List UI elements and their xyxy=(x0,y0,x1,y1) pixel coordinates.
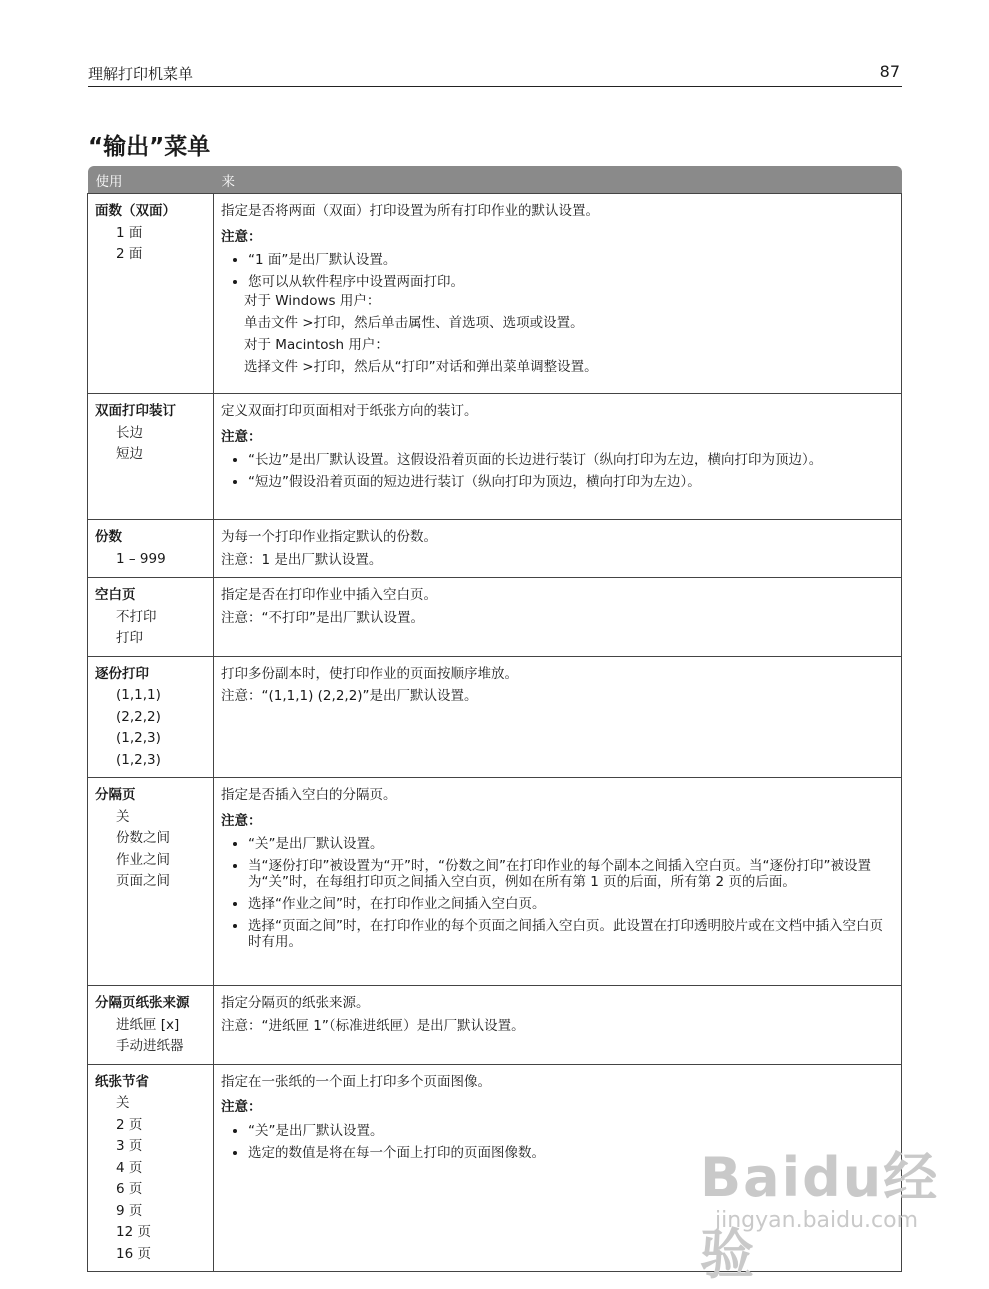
option-item: 4 页 xyxy=(116,1159,143,1176)
setting-name: 面数（双面） xyxy=(95,203,176,219)
description: 打印多份副本时，使打印作业的页面按顺序堆放。 xyxy=(221,665,518,682)
setting-cell xyxy=(88,194,214,394)
description-cell xyxy=(214,778,902,986)
note-line: 注意：“进纸匣 1”（标准进纸匣）是出厂默认设置。 xyxy=(221,1017,525,1034)
setting-name: 分隔页纸张来源 xyxy=(95,995,190,1011)
option-item: 6 页 xyxy=(116,1181,143,1197)
option-item: 关 xyxy=(116,808,130,825)
option-item: 打印 xyxy=(116,630,143,646)
option-item: 2 面 xyxy=(116,246,143,262)
option-item: 页面之间 xyxy=(116,873,170,889)
setting-cell xyxy=(88,656,214,778)
sub-line: 单击文件 >打印，然后单击属性、首选项、选项或设置。 xyxy=(244,315,584,331)
list-item: • “关”是出厂默认设置。 xyxy=(248,836,895,852)
setting-name: 纸张节省 xyxy=(95,1073,149,1090)
option-item: 短边 xyxy=(116,446,143,462)
option-item: 9 页 xyxy=(116,1202,143,1219)
table-header-row xyxy=(88,166,902,194)
list-item: • “1 面”是出厂默认设置。 xyxy=(248,252,895,268)
setting-cell xyxy=(88,1064,214,1272)
description-cell xyxy=(214,520,902,578)
description-cell xyxy=(214,194,902,394)
note-label: 注意： xyxy=(221,428,262,445)
option-item: (1,1,1) (2,2,2) xyxy=(116,687,161,725)
setting-name: 份数 xyxy=(95,529,122,545)
option-item: 手动进纸器 xyxy=(116,1038,184,1054)
option-item: 3 页 xyxy=(116,1138,143,1154)
watermark-brand: Baidu经验 xyxy=(700,1146,940,1286)
option-item: 1 – 999 xyxy=(116,550,166,567)
description-cell xyxy=(214,656,902,778)
list-item: • “关”是出厂默认设置。 xyxy=(248,1123,895,1139)
note-list xyxy=(221,452,895,490)
column-header-to: 来 xyxy=(214,166,902,194)
option-item: 进纸匣 [x] xyxy=(116,1016,180,1033)
setting-cell xyxy=(88,578,214,657)
setting-name: 双面打印装订 xyxy=(95,403,176,419)
setting-cell xyxy=(88,778,214,986)
option-item: 2 页 xyxy=(116,1116,143,1133)
page-title: “输出”菜单 xyxy=(88,134,211,160)
table-row xyxy=(88,578,902,657)
watermark-url: jingyan.baidu.com xyxy=(715,1208,919,1233)
table-row xyxy=(88,656,902,778)
list-item: • 当“逐份打印”被设置为“开”时，“份数之间”在打印作业的每个副本之间插入空白页。当“逐份打印”被设置为“关”时，在每组打印页之间插入空白页，例如在所有第 1 页的后面，所有第 2 页的后面。 xyxy=(248,858,895,890)
note-label: 注意： xyxy=(221,1099,262,1115)
section-title: 理解打印机菜单 xyxy=(88,65,194,83)
table-row xyxy=(88,194,902,394)
table-row xyxy=(88,394,902,520)
note-label: 注意： xyxy=(221,812,262,829)
list-item: • 选择“页面之间”时，在打印作业的每个页面之间插入空白页。此设置在打印透明胶片或在文档中插入空白页时有用。 xyxy=(248,918,895,950)
sub-line: 选择文件 >打印，然后从“打印”对话和弹出菜单调整设置。 xyxy=(244,359,598,375)
description: 为每一个打印作业指定默认的份数。 xyxy=(221,529,437,545)
sub-line: 对于 Windows 用户： xyxy=(244,293,381,309)
description: 定义双面打印页面相对于纸张方向的装订。 xyxy=(221,403,478,419)
note-list xyxy=(221,252,895,290)
option-item: 份数之间 xyxy=(116,830,170,846)
note-list xyxy=(221,836,895,950)
option-item: 不打印 xyxy=(116,608,157,625)
setting-name: 空白页 xyxy=(95,587,136,603)
list-item: • “短边”假设沿着页面的短边进行装订（纵向打印为顶边，横向打印为左边）。 xyxy=(248,474,895,490)
option-item: 关 xyxy=(116,1095,130,1111)
note-line: 注意：“(1,1,1) (2,2,2)”是出厂默认设置。 xyxy=(221,688,478,704)
option-item: (1,2,3) (1,2,3) xyxy=(116,730,161,768)
option-item: 12 页 xyxy=(116,1224,151,1240)
note-line: 注意：“不打印”是出厂默认设置。 xyxy=(221,609,424,626)
description-cell xyxy=(214,986,902,1065)
table-row xyxy=(88,520,902,578)
table-row xyxy=(88,778,902,986)
option-item: 1 面 xyxy=(116,224,143,241)
description-cell xyxy=(214,394,902,520)
page-number: 87 xyxy=(879,62,900,81)
setting-cell xyxy=(88,394,214,520)
page-header xyxy=(88,62,902,87)
description: 指定是否在打印作业中插入空白页。 xyxy=(221,587,437,603)
table-row xyxy=(88,986,902,1065)
note-line: 注意：1 是出厂默认设置。 xyxy=(221,551,383,568)
description-cell xyxy=(214,578,902,657)
setting-cell xyxy=(88,520,214,578)
list-item: • “长边”是出厂默认设置。这假设沿着页面的长边进行装订（纵向打印为左边，横向打印为顶边）。 xyxy=(248,452,895,468)
sub-line: 对于 Macintosh 用户： xyxy=(244,337,389,353)
option-item: 作业之间 xyxy=(116,851,170,868)
description: 指定是否插入空白的分隔页。 xyxy=(221,787,397,803)
description: 指定在一张纸的一个面上打印多个页面图像。 xyxy=(221,1073,491,1090)
option-item: 长边 xyxy=(116,424,143,441)
setting-name: 分隔页 xyxy=(95,787,136,803)
option-item: 16 页 xyxy=(116,1245,151,1262)
output-menu-table xyxy=(87,166,902,1272)
list-item: • 您可以从软件程序中设置两面打印。 xyxy=(248,274,895,290)
list-item: • 选择“作业之间”时，在打印作业之间插入空白页。 xyxy=(248,896,895,912)
description: 指定是否将两面（双面）打印设置为所有打印作业的默认设置。 xyxy=(221,203,599,219)
list-item: • 选定的数值是将在每一个面上打印的页面图像数。 xyxy=(248,1145,895,1161)
note-label: 注意： xyxy=(221,228,262,245)
description: 指定分隔页的纸张来源。 xyxy=(221,995,370,1011)
column-header-use: 使用 xyxy=(88,166,214,194)
setting-cell xyxy=(88,986,214,1065)
setting-name: 逐份打印 xyxy=(95,665,149,682)
